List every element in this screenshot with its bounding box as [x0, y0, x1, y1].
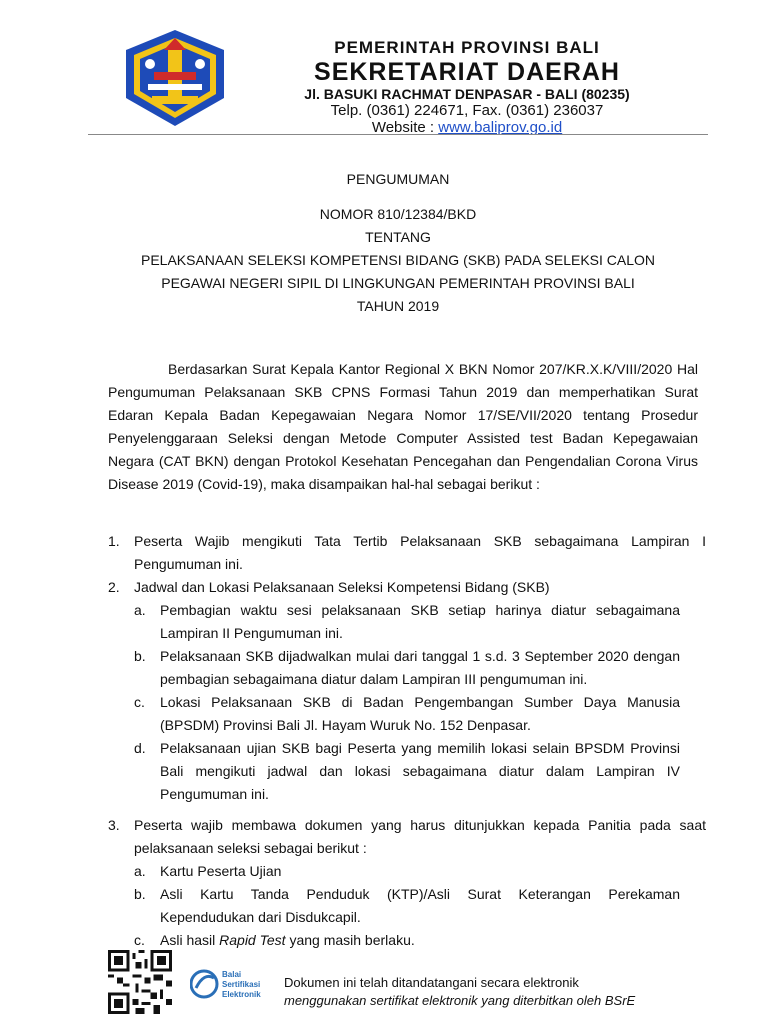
- sub-item-text-part: yang masih berlaku.: [285, 932, 415, 948]
- bali-province-emblem-icon: [120, 28, 230, 128]
- sub-list-item: [134, 645, 680, 691]
- list-item: [108, 814, 706, 860]
- website-link[interactable]: www.baliprov.go.id: [438, 119, 563, 136]
- letterhead-address: Jl. BASUKI RACHMAT DENPASAR - BALI (80235): [304, 86, 630, 102]
- sub-list-item: [134, 737, 680, 806]
- sub-list-item: [134, 883, 680, 929]
- sub-item-text: Pelaksanaan SKB dijadwalkan mulai dari tanggal 1 s.d. 3 September 2020 dengan pembagian sebagaimana diatur dalam Lampiran III pengumuman ini.: [160, 648, 680, 687]
- sub-item-letter: c.: [134, 932, 145, 948]
- sub-item-text: Kartu Peserta Ujian: [160, 863, 282, 879]
- sub-item-text: Pembagian waktu sesi pelaksanaan SKB setiap harinya diatur sebagaimana Lampiran II Pengumuman ini.: [160, 602, 680, 641]
- announcement-heading: PENGUMUMAN: [346, 171, 450, 187]
- list-item-number: 3.: [108, 817, 120, 833]
- letterhead: [0, 0, 768, 140]
- list-item-text: Peserta wajib membawa dokumen yang harus ditunjukkan kepada Panitia pada saat pelaksanaan seleksi sebagai berikut :: [134, 817, 706, 856]
- sub-item-letter: c.: [134, 694, 145, 710]
- announcement-subject-line: PELAKSANAAN SELEKSI KOMPETENSI BIDANG (SKB) PADA SELEKSI CALON: [140, 252, 656, 268]
- sub-item-letter: a.: [134, 602, 146, 618]
- intro-paragraph: [108, 358, 698, 496]
- sub-list-item: [134, 929, 680, 952]
- letterhead-divider: [88, 134, 708, 135]
- sub-item-text: Pelaksanaan ujian SKB bagi Peserta yang memilih lokasi selain BPSDM Provinsi Bali mengikuti jadwal dan lokasi sebagaimana diatur dalam Lampiran IV Pengumuman ini.: [160, 740, 680, 802]
- sub-item-text-part: Asli hasil: [160, 932, 220, 948]
- letterhead-office: SEKRETARIAT DAERAH: [314, 58, 620, 86]
- announcement-subject-line: PEGAWAI NEGERI SIPIL DI LINGKUNGAN PEMERINTAH PROVINSI BALI: [161, 275, 635, 291]
- e-signature-notice: [284, 974, 635, 1010]
- bsre-logo-text: Elektronik: [222, 990, 261, 999]
- sub-item-text: Lokasi Pelaksanaan SKB di Badan Pengembangan Sumber Daya Manusia (BPSDM) Provinsi Bali Jl. Hayam Wuruk No. 152 Denpasar.: [160, 694, 680, 733]
- list-item: [108, 576, 706, 599]
- sub-item-letter: b.: [134, 886, 146, 902]
- sub-item-letter: b.: [134, 648, 146, 664]
- sub-item-letter: d.: [134, 740, 146, 756]
- announcement-list: [108, 814, 706, 952]
- e-signature-line: Dokumen ini telah ditandatangani secara elektronik: [284, 975, 579, 990]
- announcement-number: NOMOR 810/12384/BKD: [319, 206, 477, 222]
- qr-code-icon: [108, 950, 172, 1014]
- sub-item-text-italic: Rapid Test: [219, 932, 286, 948]
- sub-list: [134, 599, 706, 806]
- list-item: [108, 530, 706, 576]
- sub-list: [134, 860, 706, 952]
- list-item-number: 1.: [108, 533, 120, 549]
- sub-item-letter: a.: [134, 863, 146, 879]
- e-signature-line: menggunakan sertifikat elektronik yang diterbitkan oleh BSrE: [284, 993, 636, 1008]
- list-item-text: Jadwal dan Lokasi Pelaksanaan Seleksi Kompetensi Bidang (SKB): [134, 579, 550, 595]
- announcement-subject-line: TAHUN 2019: [356, 298, 440, 314]
- sub-item-text: Asli Kartu Tanda Penduduk (KTP)/Asli Surat Keterangan Perekaman Kependudukan dari Disdukcapil.: [160, 886, 680, 925]
- bsre-logo-text: Sertifikasi: [222, 980, 261, 989]
- sub-item-text: [160, 932, 415, 948]
- intro-text: Berdasarkan Surat Kepala Kantor Regional X BKN Nomor 207/KR.X.K/VIII/2020 Hal Pengumuman Pelaksanaan SKB CPNS Formasi Tahun 2019 dan memperhatikan Surat Edaran Kepala Badan Kepegawaian Negara Nomor 17/SE/VII/2020 tentang Prosedur Penyelenggaraan Seleksi dengan Metode Computer Assisted test Badan Kepegawaian Negara (CAT BKN) dengan Protokol Kesehatan Pencegahan dan Pengendalian Corona Virus Disease 2019 (Covid-19), maka disampaikan hal-hal sebagai berikut :: [108, 361, 698, 492]
- letterhead-phone: Telp. (0361) 224671, Fax. (0361) 236037: [330, 102, 604, 119]
- website-label: Website :: [371, 119, 439, 136]
- list-item-text: Peserta Wajib mengikuti Tata Tertib Pelaksanaan SKB sebagaimana Lampiran I Pengumuman ini.: [134, 533, 706, 572]
- sub-list-item: [134, 599, 680, 645]
- sub-list-item: [134, 691, 680, 737]
- announcement-title: [60, 168, 736, 318]
- sub-list-item: [134, 860, 680, 883]
- announcement-about: TENTANG: [365, 229, 431, 245]
- announcement-list: [108, 530, 706, 806]
- signature-footer: [108, 950, 708, 1020]
- bsre-logo-text: Balai: [222, 970, 242, 979]
- bsre-logo-icon: [190, 964, 282, 1004]
- list-item-number: 2.: [108, 579, 120, 595]
- letterhead-government: PEMERINTAH PROVINSI BALI: [334, 38, 600, 57]
